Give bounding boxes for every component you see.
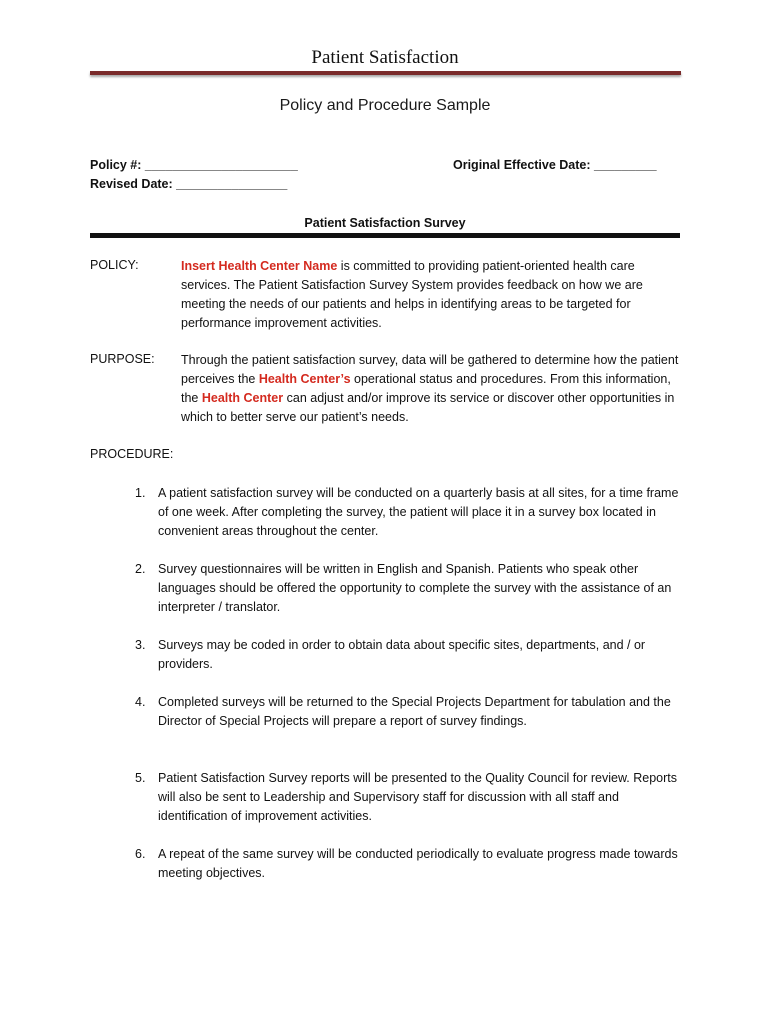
original-effective-date-field: Original Effective Date: _________ <box>453 158 657 172</box>
step-number: 2. <box>135 562 146 576</box>
purpose-text-3: can adjust and/or improve its service or discover other opportunities in which to better serve our patient’s needs. <box>181 391 675 424</box>
step-text: Completed surveys will be returned to the Special Projects Department for tabulation and the Director of Special Projects will prepare a report of survey findings. <box>158 695 671 728</box>
title-underline <box>90 71 681 75</box>
step-number: 6. <box>135 847 146 861</box>
health-center-name-placeholder: Insert Health Center Name <box>181 259 338 273</box>
purpose-paragraph <box>181 351 681 427</box>
procedure-step <box>135 636 680 674</box>
procedure-step <box>135 693 680 731</box>
step-number: 1. <box>135 486 146 500</box>
step-text: Surveys may be coded in order to obtain data about specific sites, departments, and / or providers. <box>158 638 646 671</box>
policy-text: is committed to providing patient-oriented health care services. The Patient Satisfaction Survey System provides feedback on how we are meeting the needs of our patients and helps in identifying areas to be targeted for performance improvement activities. <box>181 259 643 330</box>
procedure-step <box>135 560 680 617</box>
health-center-highlight-2: Health Center <box>201 391 284 405</box>
policy-label: POLICY: <box>90 258 139 272</box>
step-text: Survey questionnaires will be written in English and Spanish. Patients who speak other languages should be offered the opportunity to complete the survey with the assistance of an interpreter / translator. <box>158 562 672 614</box>
step-text: A patient satisfaction survey will be conducted on a quarterly basis at all sites, for a time frame of one week. After completing the survey, the patient will place it in a survey box located in convenient areas throughout the center. <box>158 486 679 538</box>
health-center-highlight-1: Health Center’s <box>258 372 351 386</box>
step-text: Patient Satisfaction Survey reports will be presented to the Quality Council for review. Reports will also be sent to Leadership and Supervisory staff for discussion with all staff and identification of improvement activities. <box>158 771 678 823</box>
section-heading: Patient Satisfaction Survey <box>304 216 466 230</box>
document-title: Patient Satisfaction <box>311 47 459 68</box>
policy-number-field: Policy #: ______________________ <box>90 158 298 172</box>
step-number: 3. <box>135 638 146 652</box>
step-number: 4. <box>135 695 146 709</box>
section-divider <box>90 233 680 238</box>
step-number: 5. <box>135 771 146 785</box>
procedure-step <box>135 845 680 883</box>
purpose-text-2: operational status and procedures. From this information, the <box>181 372 671 405</box>
document-subtitle: Policy and Procedure Sample <box>279 97 491 114</box>
procedure-step <box>135 769 680 826</box>
step-text: A repeat of the same survey will be conducted periodically to evaluate progress made towards meeting objectives. <box>158 847 678 880</box>
revised-date-field: Revised Date: ________________ <box>90 177 288 191</box>
policy-paragraph <box>181 257 681 333</box>
purpose-label: PURPOSE: <box>90 352 155 366</box>
procedure-label: PROCEDURE: <box>90 447 174 461</box>
purpose-text-1: Through the patient satisfaction survey, data will be gathered to determine how the patient perceives the <box>181 353 679 386</box>
procedure-step <box>135 484 680 541</box>
